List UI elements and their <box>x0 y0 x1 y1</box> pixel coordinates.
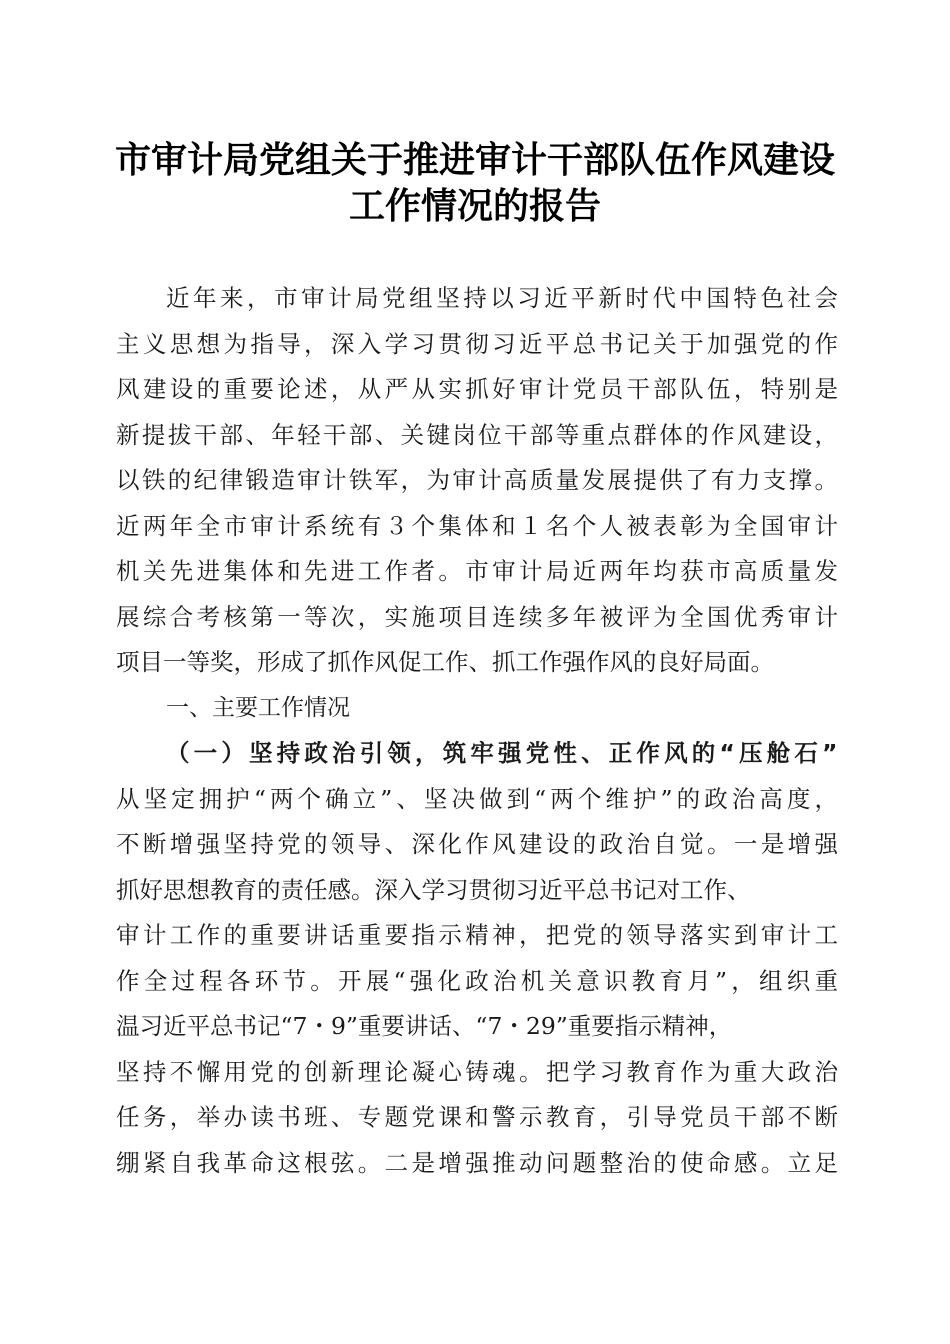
subsection-heading: （一）坚持政治引领，筑牢强党性、正作风的“压舱石” <box>166 739 838 767</box>
text-line: 机关先进集体和先进工作者。市审计局近两年均获市高质量发 <box>116 557 838 585</box>
document-title-line-2: 工作情况的报告 <box>348 185 601 227</box>
text-line: 以铁的纪律锻造审计铁军，为审计高质量发展提供了有力支撑。 <box>116 466 838 494</box>
text-line: 项目一等奖，形成了抓作风促工作、抓工作强作风的良好局面。 <box>116 648 774 676</box>
text-line: 新提拔干部、年轻干部、关键岗位干部等重点群体的作风建设， <box>116 420 838 449</box>
text-line: 绷紧自我革命这根弦。二是增强推动问题整治的使命感。立足 <box>116 1148 838 1177</box>
section-heading: 一、主要工作情况 <box>166 694 350 721</box>
text-line: 审计工作的重要讲话重要指示精神，把党的领导落实到审计工 <box>116 921 838 949</box>
text-line: 任务，举办读书班、专题党课和警示教育，引导党员干部不断 <box>116 1103 838 1131</box>
text-line: 温习近平总书记“7・9”重要讲话、“7・29”重要指示精神， <box>116 1012 733 1040</box>
text-line: 从坚定拥护“两个确立”、坚决做到“两个维护”的政治高度， <box>116 784 838 813</box>
text-line: 近两年全市审计系统有３个集体和１名个人被表彰为全国审计 <box>116 511 838 540</box>
subsection-paragraph <box>116 777 838 1187</box>
document-title-line-1: 市审计局党组关于推进审计干部队伍作风建设 <box>114 139 835 181</box>
text-line: 近年来，市审计局党组坚持以习近平新时代中国特色社会 <box>166 284 838 312</box>
text-line: 不断增强坚持党的领导、深化作风建设的政治自觉。一是增强 <box>116 830 838 858</box>
text-line: 风建设的重要论述，从严从实抓好审计党员干部队伍，特别是 <box>116 375 838 403</box>
text-line: 主义思想为指导，深入学习贯彻习近平总书记关于加强党的作 <box>116 329 838 358</box>
text-line: 坚持不懈用党的创新理论凝心铸魂。把学习教育作为重大政治 <box>116 1057 838 1086</box>
intro-paragraph <box>116 276 838 686</box>
text-line: 抓好思想教育的责任感。深入学习贯彻习近平总书记对工作、 <box>116 875 751 904</box>
document-body <box>116 276 838 1186</box>
text-line: 展综合考核第一等次，实施项目连续多年被评为全国优秀审计 <box>116 602 838 631</box>
text-line: 作全过程各环节。开展“强化政治机关意识教育月”，组织重 <box>116 966 838 995</box>
